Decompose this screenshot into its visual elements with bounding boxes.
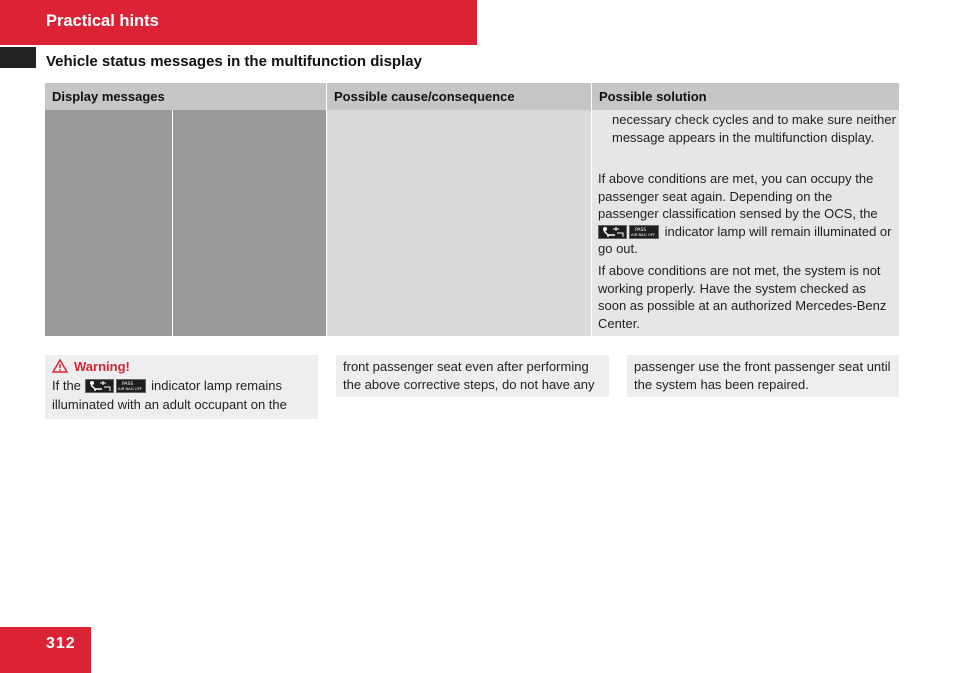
page-title: Vehicle status messages in the multifunction display — [46, 53, 422, 70]
pass-label: PASS — [635, 227, 647, 233]
warning-text-3: passenger use the front passenger seat until the system has been repaired. — [634, 359, 891, 392]
display-message-cell-1 — [45, 110, 172, 336]
warning-text-2: front passenger seat even after performing the above corrective steps, do not have any — [343, 359, 595, 392]
section-marker — [0, 47, 36, 68]
page-number-box — [0, 627, 91, 673]
solution-cell — [592, 110, 899, 336]
seat-occupant-icon — [598, 225, 627, 239]
seat-occupant-icon — [85, 379, 114, 393]
header-possible-cause: Possible cause/consequence — [327, 83, 591, 110]
airbag-off-label: AIR BAG OFF — [631, 231, 656, 237]
warning-triangle-icon — [52, 359, 68, 373]
pass-airbag-off-icon — [116, 379, 146, 393]
header-display-messages: Display messages — [45, 83, 326, 110]
section-title-header: Practical hints — [46, 12, 159, 30]
pass-airbag-off-icon — [629, 225, 659, 239]
solution-para-2-after: indicator lamp will remain illuminated or go out. — [598, 223, 892, 257]
solution-para-1: necessary check cycles and to make sure neither message appears in the multifunction display. — [612, 112, 896, 145]
warning-heading — [52, 357, 312, 376]
status-messages-table — [45, 83, 899, 336]
warning-box-1 — [45, 355, 318, 419]
warning-text-1 — [52, 376, 312, 414]
warning-text-1-before: If the — [52, 378, 81, 393]
pass-label: PASS — [121, 382, 133, 387]
warning-title: Warning! — [74, 359, 130, 374]
solution-para-2 — [598, 170, 895, 258]
header-band — [0, 0, 477, 45]
airbag-off-label: AIR BAG OFF — [117, 386, 142, 391]
page-number: 312 — [46, 635, 76, 652]
cause-cell — [327, 110, 591, 336]
solution-para-2-before: If above conditions are met, you can occupy the passenger seat again. Depending on the passenger classification sensed by the OCS, the — [598, 171, 878, 222]
solution-para-3: If above conditions are not met, the system is not working properly. Have the system checked as soon as possible at an authorized Mercedes-Benz Center. — [598, 263, 887, 331]
header-possible-solution: Possible solution — [592, 83, 899, 110]
warning-box-3 — [627, 355, 899, 397]
warning-text-1-after: indicator lamp remains illuminated with an adult occupant on the — [52, 378, 287, 412]
display-message-cell-2 — [173, 110, 326, 336]
warning-box-2 — [336, 355, 609, 397]
